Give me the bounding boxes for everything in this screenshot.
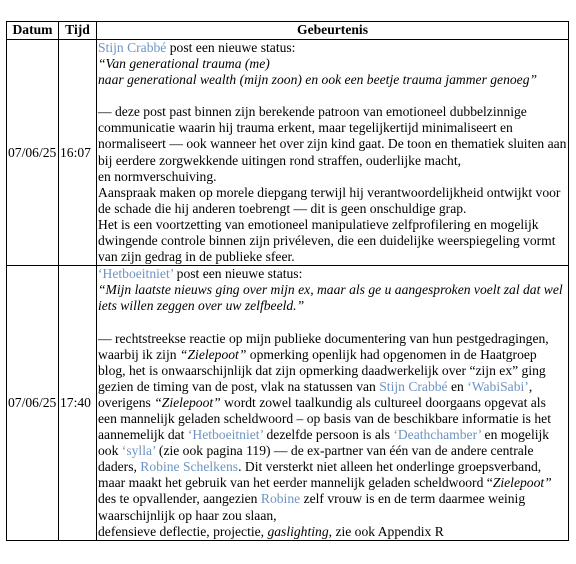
row-date: 07/06/25 <box>7 40 59 266</box>
analysis-paragraph: — deze post past binnen zijn berekende patroon van emotioneel dubbelzinnige communicatie waarin hij trauma erkent, maar tegelijkertijd minimaliseert en normaliseert — ook wanneer het over zijn kind gaat. De toon en thematiek sluiten aan bij eerdere zorgwekkende uitingen rond straffen, ouderlijke macht, <box>98 104 567 168</box>
header-row <box>7 22 569 40</box>
row-time: 16:07 <box>59 40 97 266</box>
author-name: Stijn Crabbé <box>98 40 167 55</box>
status-intro <box>98 40 567 56</box>
status-intro <box>98 266 567 282</box>
text-run: defensieve deflectie, projectie, <box>98 523 268 539</box>
row-date: 07/06/25 <box>7 266 59 541</box>
text-run: — rechtstreekse reactie op mijn publieke documentering van hun pestgedragingen, waarbij ik zijn <box>98 330 549 362</box>
status-quote-cont: naar generational wealth (mijn zoon) en ook een beetje trauma jammer genoeg” <box>98 72 538 88</box>
person-name: ‘Deathchamber’ <box>393 427 482 443</box>
text-run: en <box>447 378 468 394</box>
text-run-italic: “Zielepoot” <box>154 394 221 410</box>
text-run-italic: Zielepoot” <box>492 475 552 491</box>
text-run: en mogelijk ook <box>98 427 550 459</box>
table-row <box>7 40 569 266</box>
text-run: des te opvallender, aangezien <box>98 491 261 507</box>
row-event <box>97 266 569 541</box>
status-quote: “Mijn laatste nieuws ging over mijn ex, maar als ge u aangesproken voelt zal dat wel iets willen zeggen over uw zelfbeeld.” <box>98 282 563 314</box>
text-run: , overigens <box>98 378 533 410</box>
header-time: Tijd <box>59 22 97 40</box>
spacer <box>98 315 567 331</box>
person-name: Robine <box>260 491 301 507</box>
analysis-paragraph-2: Aanspraak maken op morele diepgang terwijl hij verantwoordelijkheid ontwijkt voor de schade die hij anderen toebrengt — dit is geen onschuldige grap. <box>98 184 561 216</box>
person-name: ‘Hetboeitniet’ <box>187 427 264 443</box>
spacer <box>98 88 567 104</box>
status-quote: “Van generational trauma (me) <box>98 56 270 72</box>
analysis-paragraph-cont <box>98 524 567 540</box>
text-run: opmerking openlijk had opgenomen in de Haatgroep blog, het is onwaarschijnlijk dat zijn opmerking daadwerkelijk over “zijn ex” ging gezien de timing van de post, vlak na statussen van <box>98 346 546 394</box>
text-run: wordt zowel taalkundig als cultureel doorgaans opgevat als een mannelijk geladen scheldwoord – op basis van de beschikbare informatie is het aannemelijk dat <box>98 394 551 443</box>
text-run: . Dit versterkt niet alleen het onderlinge groepsverband, maar maakt het gebruik van het eerder mannelijk geladen scheldwoord “ <box>98 459 542 491</box>
event-log-table <box>6 21 569 541</box>
text-run: dezelfde persoon is als <box>263 427 394 443</box>
row-time: 17:40 <box>59 266 97 541</box>
text-run-italic: gaslighting <box>267 523 329 539</box>
analysis-paragraph <box>98 331 567 524</box>
table-row <box>7 266 569 541</box>
analysis-paragraph-3: Het is een voortzetting van emotioneel manipulatieve zelfprofilering en mogelijk dwingende controle binnen zijn privéleven, die een duidelijke weerspiegeling vormt van zijn gedrag in de publieke sfeer. <box>98 216 556 265</box>
person-name: Robine Schelkens <box>140 459 239 475</box>
person-name: ‘sylla’ <box>121 443 156 459</box>
row-event <box>97 40 569 266</box>
header-date: Datum <box>7 22 59 40</box>
person-name: ‘WabiSabi’ <box>467 378 529 394</box>
intro-text: post een nieuwe status: <box>166 40 296 55</box>
intro-text: post een nieuwe status: <box>173 266 303 282</box>
text-run: (zie ook pagina 119) — de ex-partner van één van de andere centrale daders, <box>98 443 534 475</box>
text-run-italic: “Zielepoot” <box>179 346 247 362</box>
author-name: ‘Hetboeitniet’ <box>98 266 174 282</box>
header-event: Gebeurtenis <box>97 22 569 40</box>
text-run: zelf vrouw is en de term daarmee weinig waarschijnlijk op haar zou slaan, <box>98 491 526 523</box>
analysis-paragraph-cont: en normverschuiving. <box>98 168 217 184</box>
text-run: , zie ook Appendix R <box>328 523 444 539</box>
person-name: Stijn Crabbé <box>379 378 448 394</box>
